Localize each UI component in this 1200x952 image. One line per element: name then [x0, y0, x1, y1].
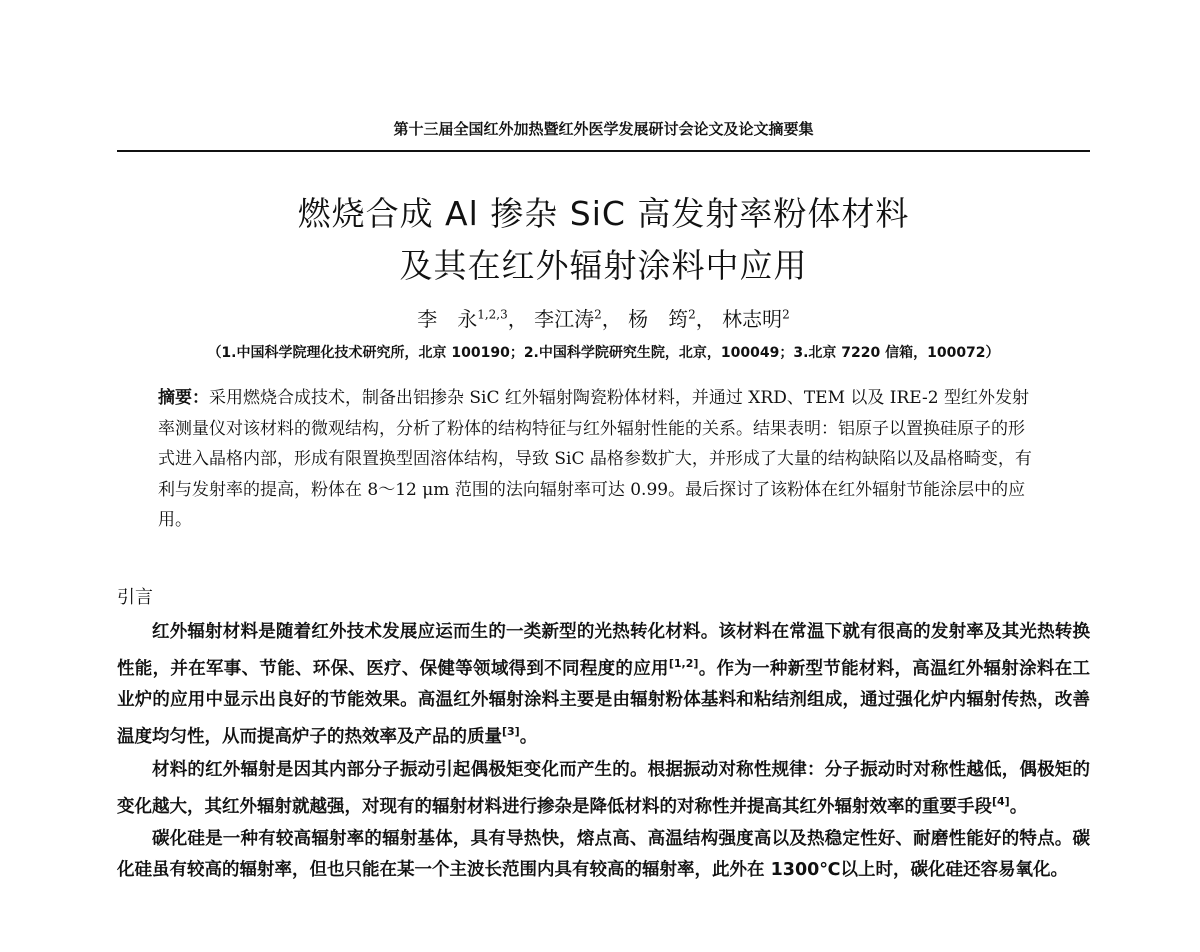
running-header: 第十三届全国红外加热暨红外医学发展研讨会论文及论文摘要集 — [393, 120, 814, 138]
paragraph — [117, 755, 1090, 823]
abstract — [158, 383, 1038, 536]
author-list — [117, 303, 1090, 332]
paragraph-text: 。 — [519, 726, 538, 747]
author-separator: ， — [695, 307, 716, 331]
paragraph-text: 。 — [1009, 796, 1028, 817]
paper-title-line-2: 及其在红外辐射涂料中应用 — [399, 246, 808, 285]
paragraph — [117, 617, 1090, 753]
citation-ref: [1,2] — [668, 657, 699, 670]
paragraph-text: 材料的红外辐射是因其内部分子振动引起偶极矩变化而产生的。根据振动对称性规律：分子振动时对称性越低，偶极矩的变化越大，其红外辐射就越强，对现有的辐射材料进行掺杂是降低材料的对称性并提高其红外辐射效率的重要手段 — [117, 759, 1090, 817]
paragraph — [117, 824, 1090, 886]
section-heading: 引言 — [117, 587, 153, 608]
author-affiliation-mark: 2 — [594, 307, 602, 322]
affiliations: （1.中国科学院理化技术研究所，北京 100190；2.中国科学院研究生院，北京，100049；3.北京 7220 信箱，100072） — [207, 345, 1000, 361]
author-affiliation-mark: 2 — [688, 307, 696, 322]
body-text — [117, 617, 1090, 888]
author-separator: ， — [507, 307, 528, 331]
author-separator: ， — [601, 307, 622, 331]
author-affiliation-mark: 1,2,3 — [477, 307, 508, 322]
abstract-label: 摘要： — [158, 388, 209, 408]
author-name: 杨 筠 — [628, 307, 689, 331]
citation-ref: [3] — [502, 724, 520, 738]
paragraph-text: 。作为一种新型节能材料，高温红外辐射涂料在工业炉的应用中显示出良好的节能效果。高温红外辐射涂料主要是由辐射粉体基料和粘结剂组成，通过强化炉内辐射传热，改善温度均匀性，从而提高炉子的热效率及产品的质量 — [117, 658, 1091, 747]
author-affiliation-mark: 2 — [782, 307, 790, 322]
author-name: 林志明 — [722, 307, 783, 331]
paper-title-line-1: 燃烧合成 Al 掺杂 SiC 高发射率粉体材料 — [297, 194, 910, 233]
paragraph-text: 碳化硅是一种有较高辐射率的辐射基体，具有导热快，熔点高、高温结构强度高以及热稳定性好、耐磨性能好的特点。碳化硅虽有较高的辐射率，但也只能在某一个主波长范围内具有较高的辐射率，此外在 1300℃以上时，碳化硅还容易氧化。 — [117, 829, 1090, 881]
abstract-text: 采用燃烧合成技术，制备出铝掺杂 SiC 红外辐射陶瓷粉体材料，并通过 XRD、TEM 以及 IRE-2 型红外发射率测量仪对该材料的微观结构，分析了粉体的结构特征与红外辐射性能的关系。结果表明：铝原子以置换硅原子的形式进入晶格内部，形成有限置换型固溶体结构，导致 SiC 晶格参数扩大，并形成了大量的结构缺陷以及晶格畸变，有利与发射率的提高，粉体在 8～12 μm 范围的法向辐射率可达 0.99。最后探讨了该粉体在红外辐射节能涂层中的应用。 — [158, 388, 1032, 530]
header-rule — [117, 150, 1090, 152]
author-name: 李 永 — [417, 307, 478, 331]
paragraph-text: 红外辐射材料是随着红外技术发展应运而生的一类新型的光热转化材料。该材料在常温下就有很高的发射率及其光热转换性能，并在军事、节能、环保、医疗、保健等领域得到不同程度的应用 — [117, 622, 1090, 679]
citation-ref: [4] — [992, 794, 1010, 808]
author-name: 李江涛 — [534, 307, 595, 331]
